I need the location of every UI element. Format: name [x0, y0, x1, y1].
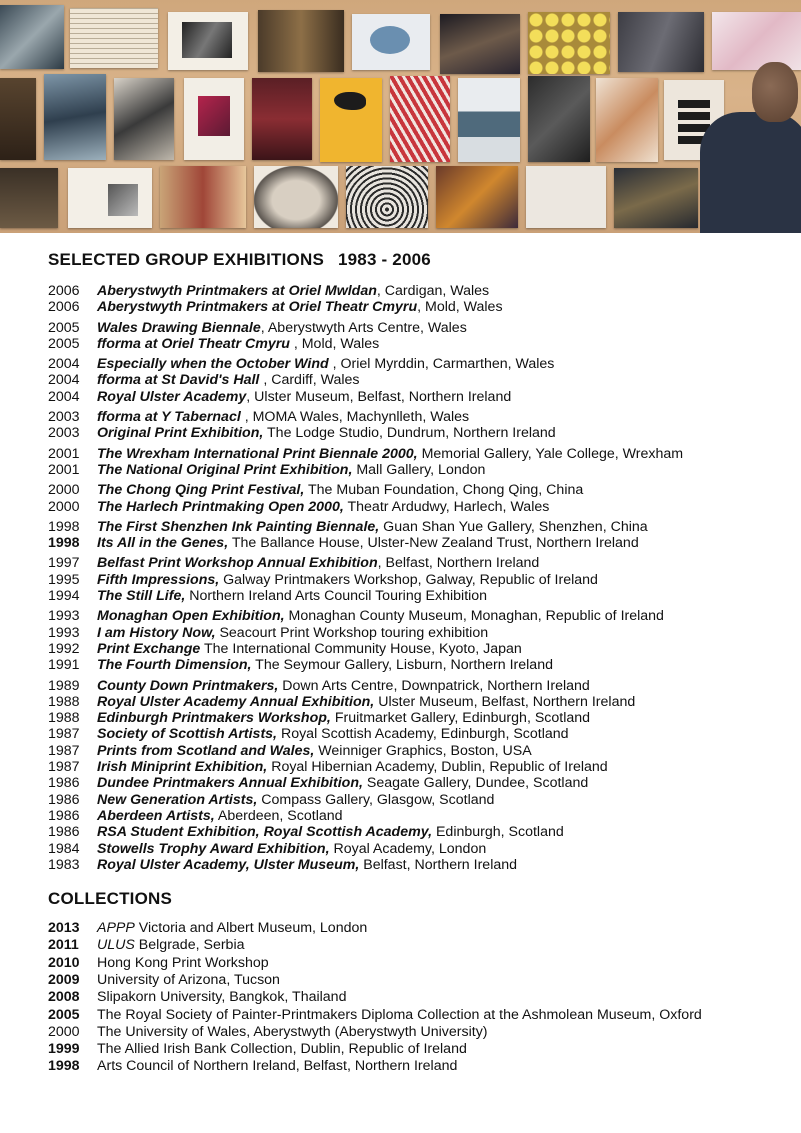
- exhibition-entry: [48, 857, 788, 873]
- entry-detail: Memorial Gallery, Yale College, Wrexham: [417, 445, 684, 462]
- entry-year: 2006: [48, 283, 80, 299]
- entry-year: 1993: [48, 608, 80, 625]
- entry-title: Royal Ulster Academy: [97, 388, 247, 405]
- entry-title: RSA Student Exhibition, Royal Scottish Academy,: [97, 824, 433, 841]
- print-thumbnail: [440, 14, 520, 74]
- exhibition-entry: [48, 320, 788, 336]
- exhibition-entry: [48, 694, 788, 710]
- entry-title: Irish Miniprint Exhibition,: [97, 759, 268, 776]
- entry-detail: Edinburgh, Scotland: [432, 824, 564, 841]
- entry-year: 1986: [48, 824, 80, 841]
- exhibition-entry: [48, 743, 788, 759]
- entry-detail: The Ballance House, Ulster-New Zealand Trust, Northern Ireland: [228, 535, 639, 552]
- entry-year: 2003: [48, 425, 80, 442]
- entry-detail: Belfast, Northern Ireland: [359, 856, 518, 873]
- exhibition-entry: [48, 775, 788, 791]
- entry-title: I am History Now,: [97, 624, 216, 641]
- entry-year: 2010: [48, 954, 80, 971]
- gallery-wall-photo: [0, 0, 801, 233]
- entry-title: The Still Life,: [97, 588, 186, 605]
- entry-detail: , Oriel Myrddin, Carmarthen, Wales: [328, 356, 555, 373]
- exhibition-entry: [48, 678, 788, 694]
- entry-year: 1986: [48, 775, 80, 792]
- print-thumbnail: [346, 166, 428, 228]
- exhibition-entry: [48, 356, 788, 372]
- entry-year: 2004: [48, 388, 80, 405]
- print-thumbnail: [320, 78, 382, 162]
- entry-title: Print Exchange: [97, 640, 201, 657]
- entry-title: Society of Scottish Artists,: [97, 726, 278, 743]
- entry-detail: Royal Academy, London: [329, 840, 487, 857]
- entry-title: Belfast Print Workshop Annual Exhibition: [97, 555, 378, 572]
- entry-year: 2003: [48, 409, 80, 426]
- entry-title: The Fourth Dimension,: [97, 657, 252, 674]
- entry-year: 1993: [48, 624, 80, 641]
- entry-year: 2001: [48, 445, 80, 462]
- entry-year: 1984: [48, 840, 80, 857]
- exhibition-entry: [48, 608, 788, 624]
- collections-list: [48, 920, 788, 1076]
- print-thumbnail: [618, 12, 704, 72]
- entry-detail: University of Arizona, Tucson: [97, 971, 280, 988]
- entry-year: 2006: [48, 299, 80, 316]
- collection-entry: [48, 1058, 788, 1075]
- entry-detail: Seagate Gallery, Dundee, Scotland: [362, 775, 589, 792]
- entry-title: Dundee Printmakers Annual Exhibition,: [97, 775, 363, 792]
- entry-title: Its All in the Genes,: [97, 535, 229, 552]
- entry-title: New Generation Artists,: [97, 791, 258, 808]
- entry-year: 1983: [48, 856, 80, 873]
- exhibition-entry: [48, 710, 788, 726]
- entry-detail: The Seymour Gallery, Lisburn, Northern Ireland: [251, 657, 553, 674]
- entry-title: fforma at St David's Hall: [97, 372, 260, 389]
- print-thumbnail: [390, 76, 450, 162]
- entry-year: 2013: [48, 920, 80, 937]
- visitor-silhouette: [700, 112, 801, 233]
- entry-detail: Arts Council of Northern Ireland, Belfast, Northern Ireland: [97, 1058, 458, 1075]
- exhibition-entry: [48, 446, 788, 462]
- entry-detail: , Mold, Wales: [417, 299, 503, 316]
- exhibition-entry: [48, 499, 788, 515]
- entry-detail: Mall Gallery, London: [352, 461, 486, 478]
- entry-year: 2005: [48, 319, 80, 336]
- print-thumbnail: [712, 12, 801, 70]
- print-thumbnail: [254, 166, 338, 228]
- entry-title: Fifth Impressions,: [97, 571, 220, 588]
- entry-detail: Down Arts Centre, Downpatrick, Northern Ireland: [278, 677, 590, 694]
- print-thumbnail: [614, 168, 698, 228]
- entry-title: Royal Ulster Academy, Ulster Museum,: [97, 856, 360, 873]
- entry-detail: Victoria and Albert Museum, London: [134, 920, 368, 937]
- print-thumbnail: [528, 76, 590, 162]
- entry-detail: Guan Shan Yue Gallery, Shenzhen, China: [379, 518, 648, 535]
- entry-year: 2004: [48, 356, 80, 373]
- entry-title: Stowells Trophy Award Exhibition,: [97, 840, 330, 857]
- entry-detail: Compass Gallery, Glasgow, Scotland: [257, 791, 495, 808]
- entry-year: 1994: [48, 588, 80, 605]
- collections-heading: COLLECTIONS: [48, 889, 173, 909]
- entry-detail: The Muban Foundation, Chong Qing, China: [304, 482, 584, 499]
- entry-year: 1987: [48, 759, 80, 776]
- collection-entry: [48, 920, 788, 937]
- entry-detail: Seacourt Print Workshop touring exhibition: [215, 624, 489, 641]
- print-thumbnail: [458, 78, 520, 162]
- entry-year: 2004: [48, 372, 80, 389]
- print-thumbnail: [68, 168, 152, 228]
- print-thumbnail: [258, 10, 344, 72]
- entry-year: 2000: [48, 498, 80, 515]
- print-thumbnail: [160, 166, 246, 228]
- exhibition-entry: [48, 792, 788, 808]
- entry-title: Edinburgh Printmakers Workshop,: [97, 710, 331, 727]
- entry-detail: The International Community House, Kyoto, Japan: [200, 640, 522, 657]
- print-thumbnail: [596, 78, 658, 162]
- entry-title: fforma at Y Tabernacl: [97, 409, 241, 426]
- entry-title: Aberdeen Artists,: [97, 807, 215, 824]
- group-exhibitions-range: 1983 - 2006: [337, 250, 431, 269]
- entry-title: fforma at Oriel Theatr Cmyru: [97, 335, 290, 352]
- entry-detail: Belgrade, Serbia: [134, 937, 245, 954]
- group-exhibitions-list: [48, 283, 788, 873]
- entry-detail: The Lodge Studio, Dundrum, Northern Ireland: [263, 425, 556, 442]
- exhibition-entry: [48, 519, 788, 535]
- entry-year: 1997: [48, 555, 80, 572]
- entry-year: 1999: [48, 1041, 80, 1058]
- print-thumbnail: [168, 12, 248, 70]
- entry-detail: Theatr Ardudwy, Harlech, Wales: [343, 498, 550, 515]
- entry-detail: Royal Scottish Academy, Edinburgh, Scotland: [277, 726, 569, 743]
- print-thumbnail: [0, 5, 64, 69]
- entry-title: Aberystwyth Printmakers at Oriel Mwldan: [97, 283, 377, 299]
- entry-title: The Harlech Printmaking Open 2000,: [97, 498, 344, 515]
- entry-detail: Monaghan County Museum, Monaghan, Republic of Ireland: [284, 608, 664, 625]
- entry-year: 2011: [48, 937, 79, 954]
- entry-year: 1988: [48, 693, 80, 710]
- entry-detail: Northern Ireland Arts Council Touring Exhibition: [185, 588, 488, 605]
- entry-year: 2000: [48, 482, 80, 499]
- print-thumbnail: [44, 74, 106, 160]
- entry-detail: Fruitmarket Gallery, Edinburgh, Scotland: [330, 710, 591, 727]
- entry-title: Wales Drawing Biennale: [97, 319, 261, 336]
- entry-year: 2001: [48, 461, 80, 478]
- entry-year: 2008: [48, 989, 80, 1006]
- collection-entry: [48, 989, 788, 1006]
- entry-title: Prints from Scotland and Wales,: [97, 742, 315, 759]
- entry-year: 1991: [48, 657, 80, 674]
- entry-year: 1998: [48, 535, 80, 552]
- entry-detail: Ulster Museum, Belfast, Northern Ireland: [374, 693, 636, 710]
- exhibition-entry: [48, 726, 788, 742]
- exhibition-entry: [48, 425, 788, 441]
- entry-title: The Chong Qing Print Festival,: [97, 482, 305, 499]
- visitor-head: [752, 62, 798, 122]
- group-exhibitions-heading: [48, 250, 788, 270]
- entry-title: APPP: [97, 920, 135, 937]
- entry-year: 1998: [48, 1058, 80, 1075]
- exhibition-entry: [48, 841, 788, 857]
- entry-detail: The University of Wales, Aberystwyth (Aberystwyth University): [97, 1023, 488, 1040]
- exhibition-entry: [48, 641, 788, 657]
- exhibition-entry: [48, 657, 788, 673]
- exhibition-entry: [48, 389, 788, 405]
- print-thumbnail: [528, 12, 610, 74]
- collection-entry: [48, 1024, 788, 1041]
- exhibition-entry: [48, 372, 788, 388]
- exhibition-entry: [48, 462, 788, 478]
- exhibition-entry: [48, 555, 788, 571]
- entry-detail: , Cardigan, Wales: [376, 283, 490, 299]
- entry-detail: Slipakorn University, Bangkok, Thailand: [97, 989, 347, 1006]
- entry-year: 2000: [48, 1023, 80, 1040]
- entry-year: 1995: [48, 571, 80, 588]
- entry-detail: , Belfast, Northern Ireland: [377, 555, 540, 572]
- entry-detail: Galway Printmakers Workshop, Galway, Republic of Ireland: [219, 571, 598, 588]
- exhibition-entry: [48, 535, 788, 551]
- collection-entry: [48, 955, 788, 972]
- entry-detail: , Mold, Wales: [289, 335, 380, 352]
- entry-year: 1987: [48, 742, 80, 759]
- entry-detail: Hong Kong Print Workshop: [97, 954, 269, 971]
- print-thumbnail: [0, 78, 36, 160]
- entry-title: Monaghan Open Exhibition,: [97, 608, 285, 625]
- entry-title: The First Shenzhen Ink Painting Biennale,: [97, 518, 380, 535]
- exhibition-entry: [48, 759, 788, 775]
- exhibition-entry: [48, 824, 788, 840]
- entry-year: 1988: [48, 710, 80, 727]
- entry-detail: The Allied Irish Bank Collection, Dublin, Republic of Ireland: [97, 1041, 467, 1058]
- exhibition-entry: [48, 808, 788, 824]
- exhibition-entry: [48, 482, 788, 498]
- exhibition-entry: [48, 283, 788, 299]
- print-thumbnail: [184, 78, 244, 160]
- print-thumbnail: [114, 78, 174, 160]
- entry-year: 1986: [48, 807, 80, 824]
- exhibition-entry: [48, 409, 788, 425]
- entry-detail: , Aberystwyth Arts Centre, Wales: [260, 319, 467, 336]
- entry-year: 2009: [48, 971, 80, 988]
- entry-detail: Royal Hibernian Academy, Dublin, Republic of Ireland: [267, 759, 608, 776]
- entry-year: 1989: [48, 677, 80, 694]
- entry-title: Especially when the October Wind: [97, 356, 329, 373]
- exhibition-entry: [48, 572, 788, 588]
- entry-title: County Down Printmakers,: [97, 677, 279, 694]
- print-thumbnail: [70, 8, 158, 68]
- entry-year: 1992: [48, 640, 80, 657]
- cv-content: [48, 250, 788, 1076]
- entry-title: Original Print Exhibition,: [97, 425, 264, 442]
- entry-year: 1998: [48, 518, 80, 535]
- entry-detail: The Royal Society of Painter-Printmakers Diploma Collection at the Ashmolean Museum, Oxford: [97, 1006, 702, 1023]
- entry-year: 1987: [48, 726, 80, 743]
- exhibition-entry: [48, 336, 788, 352]
- print-thumbnail: [436, 166, 518, 228]
- entry-detail: Aberdeen, Scotland: [214, 807, 343, 824]
- group-exhibitions-heading-text: SELECTED GROUP EXHIBITIONS: [48, 250, 324, 269]
- collection-entry: [48, 937, 788, 954]
- print-thumbnail: [352, 14, 430, 70]
- print-thumbnail: [252, 78, 312, 160]
- entry-title: The Wrexham International Print Biennale 2000,: [97, 445, 418, 462]
- collection-entry: [48, 1041, 788, 1058]
- print-thumbnail: [0, 168, 58, 228]
- entry-year: 2005: [48, 1006, 80, 1023]
- entry-detail: , Ulster Museum, Belfast, Northern Ireland: [246, 388, 512, 405]
- entry-title: The National Original Print Exhibition,: [97, 461, 353, 478]
- exhibition-entry: [48, 588, 788, 604]
- collection-entry: [48, 972, 788, 989]
- entry-year: 2005: [48, 335, 80, 352]
- collection-entry: [48, 1007, 788, 1024]
- entry-detail: , Cardiff, Wales: [259, 372, 360, 389]
- exhibition-entry: [48, 625, 788, 641]
- entry-title: Royal Ulster Academy Annual Exhibition,: [97, 693, 375, 710]
- entry-detail: , MOMA Wales, Machynlleth, Wales: [240, 409, 470, 426]
- entry-title: Aberystwyth Printmakers at Oriel Theatr Cmyru: [97, 299, 418, 316]
- entry-title: ULUS: [97, 937, 135, 954]
- entry-year: 1986: [48, 791, 80, 808]
- exhibition-entry: [48, 299, 788, 315]
- entry-detail: Weinniger Graphics, Boston, USA: [314, 742, 532, 759]
- print-thumbnail: [526, 166, 606, 228]
